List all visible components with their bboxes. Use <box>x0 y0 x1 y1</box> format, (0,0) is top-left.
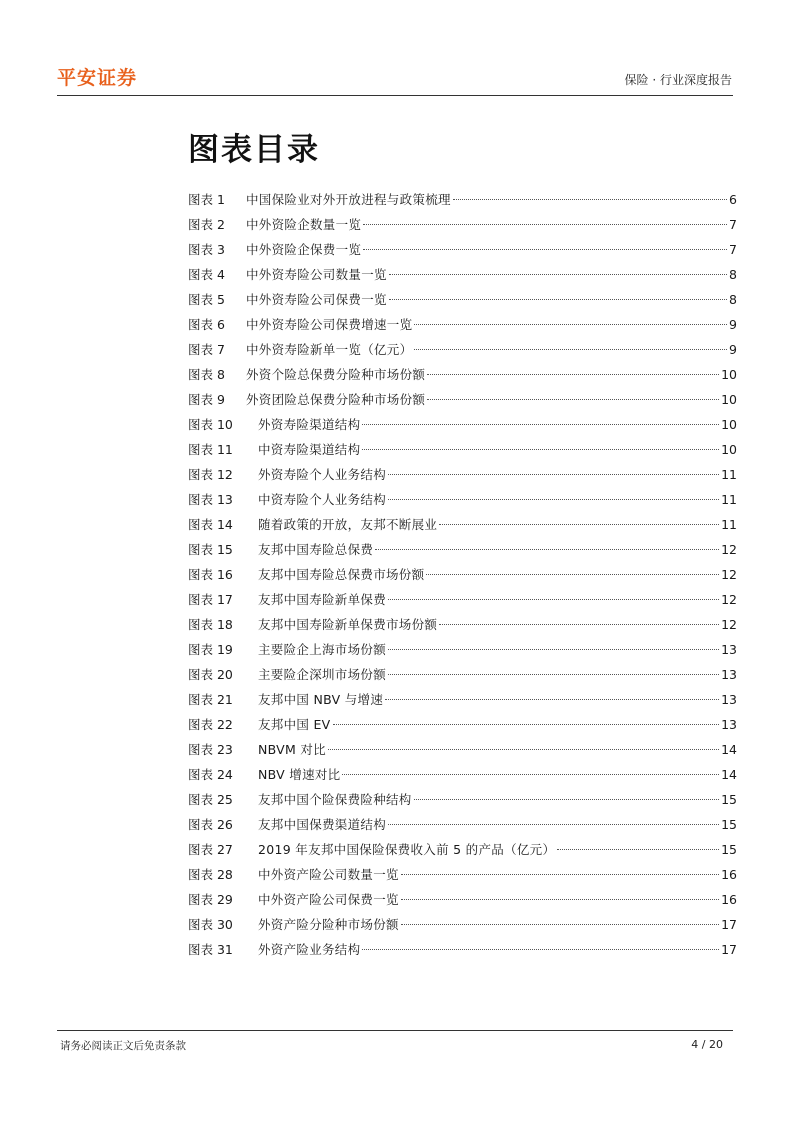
toc-entry-label: 图表 5 <box>188 292 225 307</box>
toc-entry-title: 2019 年友邦中国保险保费收入前 5 的产品（亿元） <box>258 842 556 857</box>
toc-entry-page: 11 <box>721 517 737 532</box>
toc-entry-label: 图表 18 <box>188 617 233 632</box>
toc-entry-label: 图表 9 <box>188 392 225 407</box>
toc-entry-label: 图表 11 <box>188 442 233 457</box>
dot-leader <box>388 649 719 650</box>
toc-entry-label: 图表 10 <box>188 417 233 432</box>
toc-entry-page: 12 <box>721 567 737 582</box>
toc-entry[interactable] <box>188 187 737 212</box>
toc-entry-label: 图表 4 <box>188 267 225 282</box>
dot-leader <box>557 849 719 850</box>
toc-entry[interactable] <box>188 887 737 912</box>
toc-entry-label: 图表 24 <box>188 767 233 782</box>
toc-entry[interactable] <box>188 612 737 637</box>
toc-entry-title: 主要险企深圳市场份额 <box>258 667 387 682</box>
toc-entry-title: 外资个险总保费分险种市场份额 <box>246 367 426 382</box>
report-type: 保险 · 行业深度报告 <box>624 73 732 87</box>
toc-entry-label: 图表 23 <box>188 742 233 757</box>
toc-entry-page: 16 <box>721 892 737 907</box>
toc-entry-page: 12 <box>721 542 737 557</box>
dot-leader <box>414 324 727 325</box>
dot-leader <box>388 499 719 500</box>
dot-leader <box>427 399 719 400</box>
toc-entry-title: 中外资寿险新单一览（亿元） <box>246 342 413 357</box>
toc-entry[interactable] <box>188 437 737 462</box>
toc-entry[interactable] <box>188 687 737 712</box>
toc-entry-title: 中外资产险公司数量一览 <box>258 867 399 882</box>
dot-leader <box>388 824 719 825</box>
toc-entry[interactable] <box>188 512 737 537</box>
toc-entry-title: 中外资寿险公司保费一览 <box>246 292 387 307</box>
toc-entry-page: 7 <box>729 217 737 232</box>
dot-leader <box>362 949 719 950</box>
toc-entry[interactable] <box>188 787 737 812</box>
toc-entry-page: 11 <box>721 492 737 507</box>
brand-logo: 平安证券 <box>57 67 138 89</box>
toc-entry-title: 友邦中国寿险新单保费 <box>258 592 387 607</box>
dot-leader <box>453 199 727 200</box>
dot-leader <box>401 874 719 875</box>
toc-entry-page: 6 <box>729 192 737 207</box>
toc-entry-label: 图表 6 <box>188 317 225 332</box>
toc-entry-label: 图表 17 <box>188 592 233 607</box>
dot-leader <box>362 449 719 450</box>
toc-entry-page: 10 <box>721 417 737 432</box>
toc-entry-title: 友邦中国个险保费险种结构 <box>258 792 412 807</box>
toc-entry[interactable] <box>188 862 737 887</box>
toc-entry-page: 9 <box>729 342 737 357</box>
dot-leader <box>363 249 727 250</box>
toc-entry[interactable] <box>188 812 737 837</box>
toc-entry-title: 中外资险企保费一览 <box>246 242 362 257</box>
dot-leader <box>389 274 727 275</box>
toc-entry-page: 15 <box>721 842 737 857</box>
dot-leader <box>385 699 719 700</box>
dot-leader <box>388 474 719 475</box>
toc-entry-label: 图表 21 <box>188 692 233 707</box>
toc-entry-title: 友邦中国寿险总保费市场份额 <box>258 567 425 582</box>
toc-entry-title: NBV 增速对比 <box>258 767 341 782</box>
toc-entry-title: 外资寿险个人业务结构 <box>258 467 387 482</box>
toc-entry-label: 图表 3 <box>188 242 225 257</box>
toc-entry-label: 图表 12 <box>188 467 233 482</box>
toc-entry-page: 16 <box>721 867 737 882</box>
toc-entry-page: 9 <box>729 317 737 332</box>
toc-entry-label: 图表 14 <box>188 517 233 532</box>
toc-entry-label: 图表 19 <box>188 642 233 657</box>
toc-entry-title: 友邦中国寿险新单保费市场份额 <box>258 617 438 632</box>
toc-entry[interactable] <box>188 762 737 787</box>
toc-entry-page: 12 <box>721 592 737 607</box>
toc-entry-page: 13 <box>721 642 737 657</box>
toc-entry-label: 图表 29 <box>188 892 233 907</box>
toc-entry-title: 中外资产险公司保费一览 <box>258 892 399 907</box>
toc-entry-title: NBVM 对比 <box>258 742 326 757</box>
toc-entry[interactable] <box>188 562 737 587</box>
toc-entry-title: 外资团险总保费分险种市场份额 <box>246 392 426 407</box>
toc-entry-label: 图表 13 <box>188 492 233 507</box>
toc-entry-label: 图表 1 <box>188 192 225 207</box>
footer-divider <box>57 1030 733 1031</box>
toc-entry-title: 外资产险分险种市场份额 <box>258 917 399 932</box>
toc-entry[interactable] <box>188 637 737 662</box>
toc-entry[interactable] <box>188 237 737 262</box>
toc-entry-page: 17 <box>721 942 737 957</box>
dot-leader <box>362 424 719 425</box>
toc-entry-label: 图表 26 <box>188 817 233 832</box>
toc-entry[interactable] <box>188 912 737 937</box>
toc-entry-title: 友邦中国 EV <box>258 717 331 732</box>
toc-entry-label: 图表 30 <box>188 917 233 932</box>
page-title: 图表目录 <box>188 132 320 168</box>
header-divider <box>57 95 733 96</box>
dot-leader <box>389 299 727 300</box>
chart-table-of-contents <box>188 187 737 962</box>
toc-entry-title: 随着政策的开放，友邦不断展业 <box>258 517 438 532</box>
toc-entry-page: 8 <box>729 292 737 307</box>
toc-entry[interactable] <box>188 662 737 687</box>
toc-entry[interactable] <box>188 337 737 362</box>
toc-entry-label: 图表 31 <box>188 942 233 957</box>
toc-entry-label: 图表 20 <box>188 667 233 682</box>
toc-entry-label: 图表 2 <box>188 217 225 232</box>
toc-entry[interactable] <box>188 212 737 237</box>
toc-entry-page: 10 <box>721 442 737 457</box>
dot-leader <box>414 799 719 800</box>
toc-entry-page: 14 <box>721 767 737 782</box>
toc-entry[interactable] <box>188 487 737 512</box>
toc-entry[interactable] <box>188 587 737 612</box>
toc-entry-label: 图表 16 <box>188 567 233 582</box>
toc-entry-label: 图表 8 <box>188 367 225 382</box>
toc-entry-page: 17 <box>721 917 737 932</box>
toc-entry-page: 15 <box>721 792 737 807</box>
toc-entry-title: 主要险企上海市场份额 <box>258 642 387 657</box>
dot-leader <box>363 224 727 225</box>
dot-leader <box>439 524 719 525</box>
dot-leader <box>401 899 719 900</box>
toc-entry-page: 11 <box>721 467 737 482</box>
toc-entry-page: 14 <box>721 742 737 757</box>
toc-entry-title: 友邦中国保费渠道结构 <box>258 817 387 832</box>
page-number: 4 / 20 <box>691 1038 723 1051</box>
toc-entry-page: 10 <box>721 392 737 407</box>
dot-leader <box>328 749 719 750</box>
toc-entry-page: 13 <box>721 692 737 707</box>
toc-entry-label: 图表 22 <box>188 717 233 732</box>
toc-entry-page: 13 <box>721 667 737 682</box>
toc-entry-title: 中国保险业对外开放进程与政策梳理 <box>246 192 451 207</box>
toc-entry[interactable] <box>188 312 737 337</box>
dot-leader <box>427 374 719 375</box>
disclaimer-note: 请务必阅读正文后免责条款 <box>60 1040 186 1052</box>
toc-entry[interactable] <box>188 737 737 762</box>
toc-entry[interactable] <box>188 712 737 737</box>
toc-entry[interactable] <box>188 387 737 412</box>
dot-leader <box>401 924 719 925</box>
toc-entry-title: 中外资寿险公司数量一览 <box>246 267 387 282</box>
toc-entry-title: 中资寿险个人业务结构 <box>258 492 387 507</box>
toc-entry[interactable] <box>188 837 737 862</box>
toc-entry-label: 图表 15 <box>188 542 233 557</box>
toc-entry-title: 友邦中国 NBV 与增速 <box>258 692 384 707</box>
toc-entry[interactable] <box>188 937 737 962</box>
toc-entry-page: 12 <box>721 617 737 632</box>
toc-entry-title: 中外资寿险公司保费增速一览 <box>246 317 413 332</box>
dot-leader <box>426 574 719 575</box>
toc-entry[interactable] <box>188 412 737 437</box>
dot-leader <box>333 724 720 725</box>
toc-entry-page: 8 <box>729 267 737 282</box>
dot-leader <box>388 674 719 675</box>
toc-entry-label: 图表 28 <box>188 867 233 882</box>
toc-entry[interactable] <box>188 537 737 562</box>
dot-leader <box>342 774 719 775</box>
toc-entry[interactable] <box>188 362 737 387</box>
toc-entry-label: 图表 25 <box>188 792 233 807</box>
toc-entry[interactable] <box>188 287 737 312</box>
dot-leader <box>439 624 719 625</box>
dot-leader <box>414 349 727 350</box>
toc-entry-label: 图表 7 <box>188 342 225 357</box>
toc-entry-title: 外资寿险渠道结构 <box>258 417 361 432</box>
dot-leader <box>388 599 719 600</box>
toc-entry-label: 图表 27 <box>188 842 233 857</box>
toc-entry-title: 中资寿险渠道结构 <box>258 442 361 457</box>
toc-entry[interactable] <box>188 462 737 487</box>
toc-entry-page: 7 <box>729 242 737 257</box>
toc-entry-page: 10 <box>721 367 737 382</box>
toc-entry[interactable] <box>188 262 737 287</box>
toc-entry-title: 外资产险业务结构 <box>258 942 361 957</box>
toc-entry-title: 中外资险企数量一览 <box>246 217 362 232</box>
toc-entry-page: 13 <box>721 717 737 732</box>
toc-entry-title: 友邦中国寿险总保费 <box>258 542 374 557</box>
toc-entry-page: 15 <box>721 817 737 832</box>
dot-leader <box>375 549 719 550</box>
